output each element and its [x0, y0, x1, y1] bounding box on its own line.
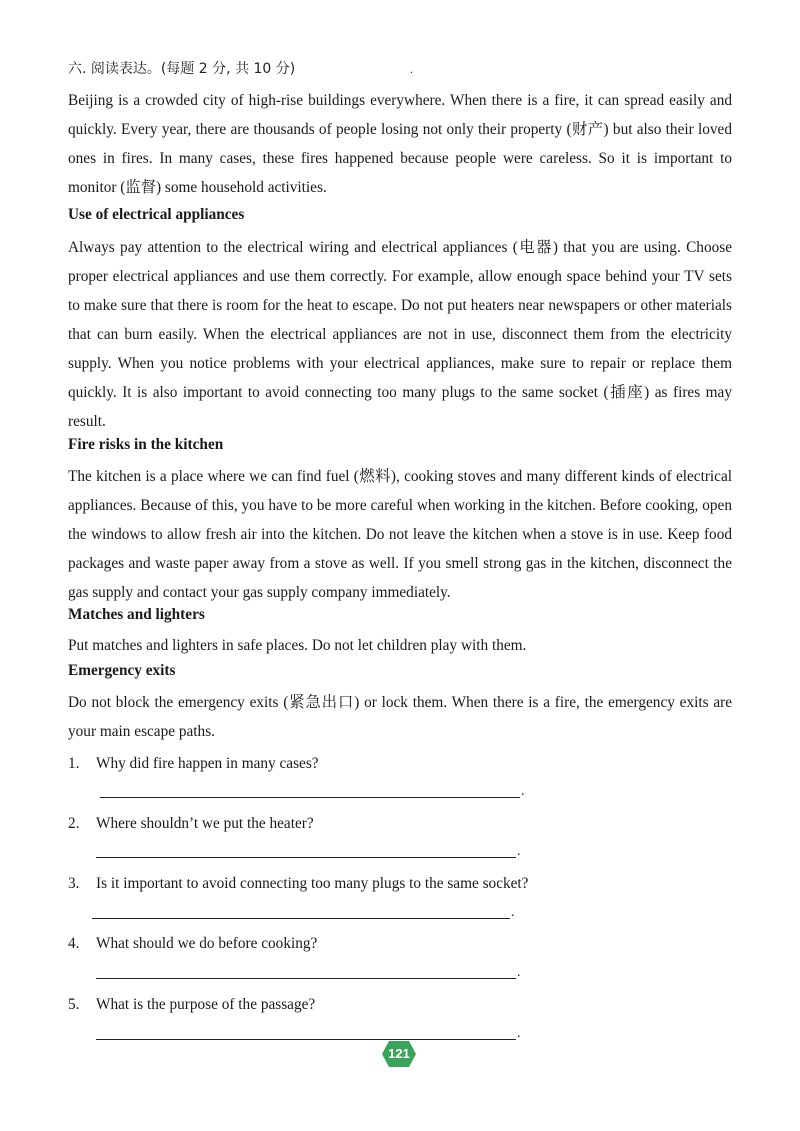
- question-text: What is the purpose of the passage?: [96, 996, 316, 1013]
- question-text: Is it important to avoid connecting too many plugs to the same socket?: [96, 875, 529, 892]
- question-2: [68, 815, 314, 833]
- answer-dot: .: [517, 1026, 521, 1041]
- question-text: Why did fire happen in many cases?: [96, 755, 319, 772]
- heading-matches: Matches and lighters: [68, 606, 205, 623]
- question-text: What should we do before cooking?: [96, 935, 318, 952]
- trailing-dot: .: [410, 62, 413, 76]
- answer-line-4[interactable]: [96, 978, 516, 979]
- question-number: 3.: [68, 875, 80, 892]
- page-number: 121: [388, 1046, 410, 1061]
- answer-dot: .: [517, 965, 521, 980]
- heading-exits: Emergency exits: [68, 662, 176, 679]
- answer-dot: .: [521, 784, 525, 799]
- paragraph-exits: Do not block the emergency exits (紧急出口) or lock them. When there is a fire, the emergency exits are your main escape paths.: [68, 694, 732, 740]
- answer-dot: .: [517, 844, 521, 859]
- question-number: 5.: [68, 996, 80, 1013]
- paragraph-matches: Put matches and lighters in safe places. Do not let children play with them.: [68, 637, 527, 654]
- heading-electrical: Use of electrical appliances: [68, 206, 245, 223]
- answer-dot: .: [511, 905, 515, 920]
- question-number: 4.: [68, 935, 80, 952]
- answer-line-2[interactable]: [96, 857, 516, 858]
- intro-paragraph: Beijing is a crowded city of high-rise buildings everywhere. When there is a fire, it can spread easily and quickly. Every year, there are thousands of people losing not only their property (财产) but also their loved ones in fires. In many cases, these fires happened because people were careless. So it is important to monitor (监督) some household activities.: [68, 92, 732, 196]
- question-number: 1.: [68, 755, 80, 772]
- question-4: [68, 935, 317, 953]
- heading-kitchen: Fire risks in the kitchen: [68, 436, 224, 453]
- question-3: [68, 875, 528, 893]
- section-title: 六. 阅读表达。(每题 2 分, 共 10 分): [68, 61, 296, 77]
- question-text: Where shouldn’t we put the heater?: [96, 815, 314, 832]
- answer-line-1[interactable]: [100, 797, 520, 798]
- answer-line-5[interactable]: [96, 1039, 516, 1040]
- answer-line-3[interactable]: [92, 918, 510, 919]
- paragraph-electrical: Always pay attention to the electrical wiring and electrical appliances (电器) that you are using. Choose proper electrical appliances and use them correctly. For example, allow enough space behind your TV sets to make sure that there is room for the heat to escape. Do not put heaters near newspapers or other materials that can burn easily. When the electrical appliances are not in use, disconnect them from the electricity supply. When you notice problems with your electrical appliances, make sure to repair or replace them quickly. It is also important to avoid connecting too many plugs to the same socket (插座) as fires may result.: [68, 239, 732, 430]
- question-5: [68, 996, 315, 1014]
- paragraph-kitchen: The kitchen is a place where we can find fuel (燃料), cooking stoves and many different kinds of electrical appliances. Because of this, you have to be more careful when working in the kitchen. Before cooking, open the windows to allow fresh air into the kitchen. Do not leave the kitchen when a stove is in use. Keep food packages and waste paper away from a stove as well. If you smell strong gas in the kitchen, disconnect the gas supply and contact your gas supply company immediately.: [68, 468, 732, 601]
- page-number-badge: [381, 1040, 417, 1068]
- question-number: 2.: [68, 815, 80, 832]
- question-1: [68, 755, 319, 773]
